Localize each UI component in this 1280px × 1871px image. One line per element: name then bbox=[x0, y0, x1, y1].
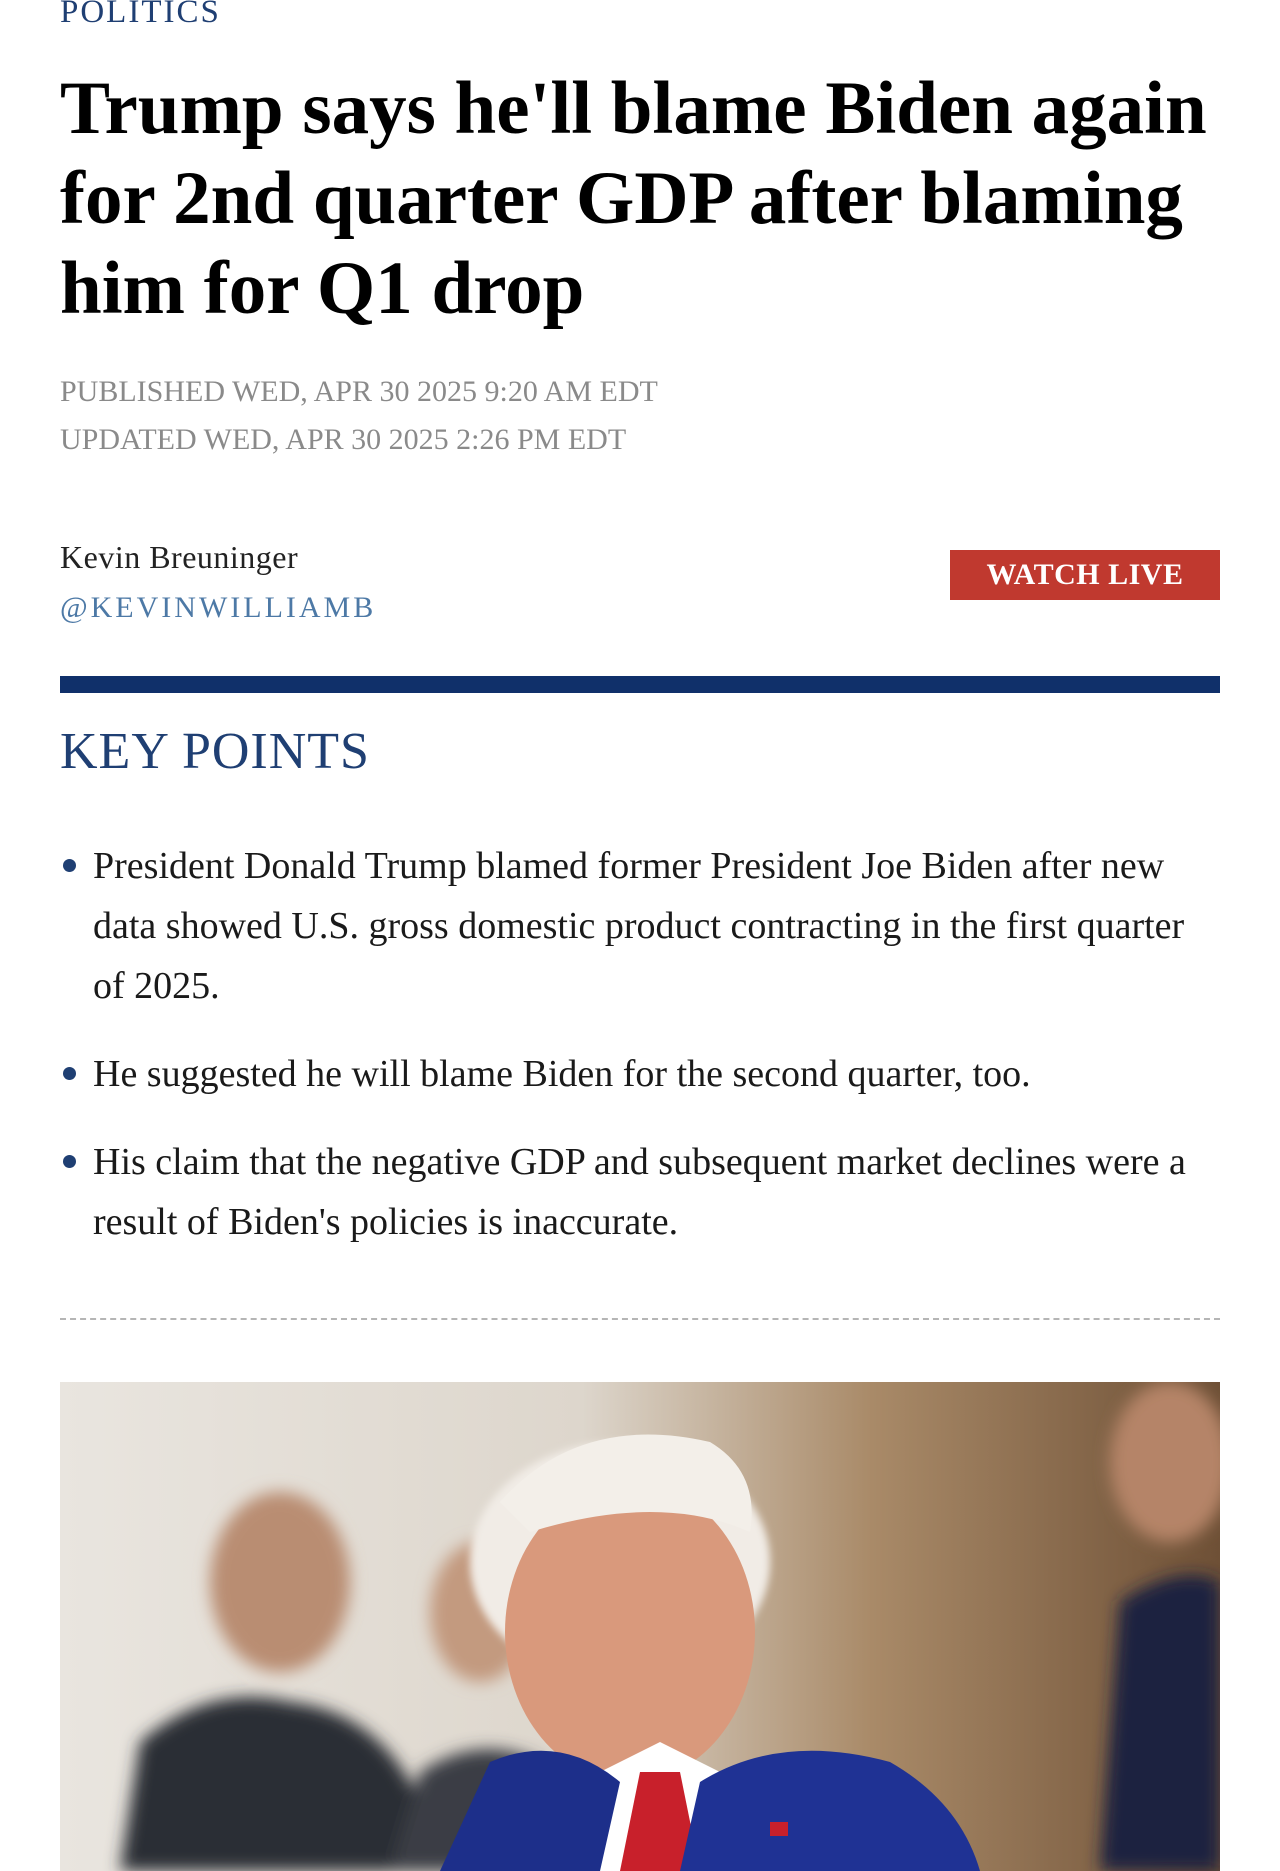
author-twitter-handle-link[interactable]: @KEVINWILLIAMB bbox=[60, 591, 377, 624]
bullet-icon bbox=[63, 1067, 76, 1080]
key-point-item bbox=[60, 836, 1220, 1016]
key-points-list bbox=[60, 836, 1220, 1280]
published-timestamp: PUBLISHED WED, APR 30 2025 9:20 AM EDT bbox=[60, 375, 658, 408]
headline: Trump says he'll blame Biden again for 2nd quarter GDP after blaming him for Q1 drop bbox=[60, 67, 1207, 330]
key-point-text: President Donald Trump blamed former President Joe Biden after new data showed U.S. gross domestic product contracting in the first quarter of 2025. bbox=[93, 845, 1185, 1007]
section-label-link[interactable]: POLITICS bbox=[60, 0, 221, 30]
bullet-icon bbox=[63, 859, 76, 872]
key-point-item bbox=[60, 1044, 1220, 1104]
dashed-divider bbox=[60, 1318, 1220, 1320]
article-photo bbox=[60, 1382, 1220, 1871]
key-point-item bbox=[60, 1132, 1220, 1252]
updated-timestamp: UPDATED WED, APR 30 2025 2:26 PM EDT bbox=[60, 423, 627, 456]
timestamps bbox=[60, 368, 658, 464]
bullet-icon bbox=[63, 1155, 76, 1168]
key-points-heading: KEY POINTS bbox=[60, 723, 370, 780]
section-divider bbox=[60, 676, 1220, 693]
author-name-link[interactable]: Kevin Breuninger bbox=[60, 539, 299, 575]
key-point-text: He suggested he will blame Biden for the second quarter, too. bbox=[93, 1053, 1031, 1095]
byline bbox=[60, 535, 376, 625]
watch-live-button[interactable]: WATCH LIVE bbox=[950, 550, 1220, 600]
key-point-text: His claim that the negative GDP and subsequent market declines were a result of Biden's policies is inaccurate. bbox=[93, 1141, 1186, 1243]
photo-illustration bbox=[60, 1382, 1220, 1871]
